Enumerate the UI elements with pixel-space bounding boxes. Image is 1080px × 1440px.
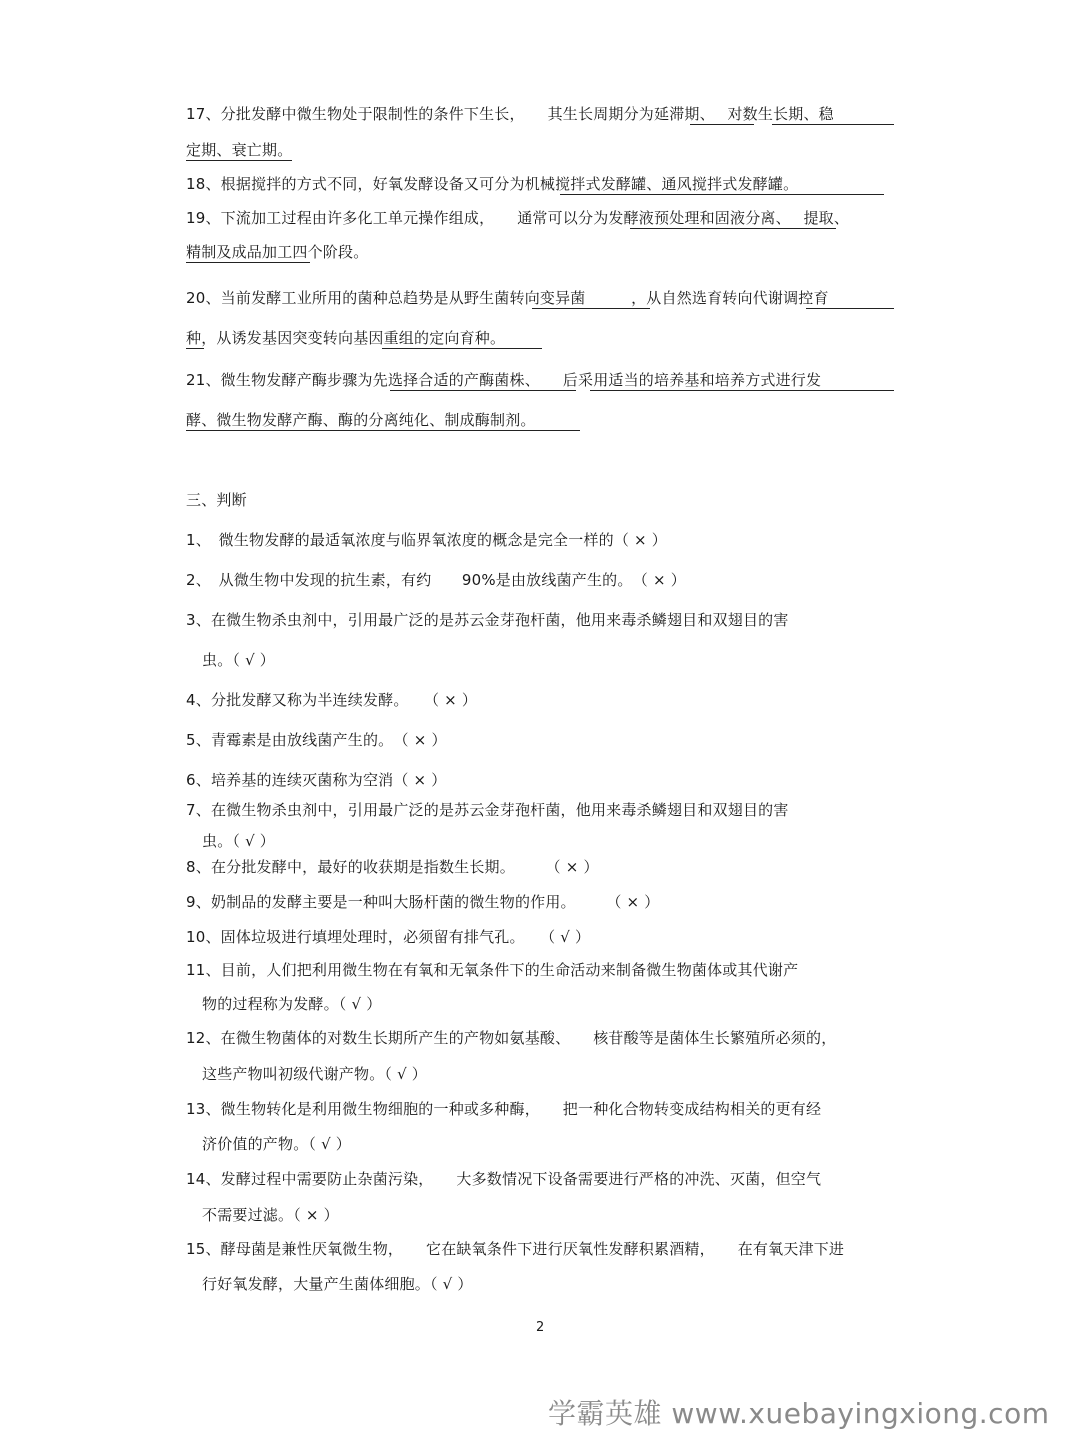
question-line: 虫。（ √ ）: [202, 651, 275, 669]
answer-underline: [186, 430, 580, 431]
question-line: 17、分批发酵中微生物处于限制性的条件下生长， 其生长周期分为延滞期、 对数生长期、稳: [186, 105, 834, 123]
question-line: 不需要过滤。（ × ）: [202, 1206, 339, 1224]
question-line: 15、酵母菌是兼性厌氧微生物， 它在缺氧条件下进行厌氧性发酵积累酒精， 在有氧天津下进: [186, 1240, 845, 1258]
answer-underline: [772, 124, 894, 125]
question-line: 20、当前发酵工业所用的菌种总趋势是从野生菌转向变异菌 ，从自然选育转向代谢调控育: [186, 289, 829, 307]
judge-item-5: 5、青霉素是由放线菌产生的。 （ × ）: [186, 731, 447, 749]
question-line: 酵、微生物发酵产酶、酶的分离纯化、制成酶制剂。: [186, 411, 536, 429]
answer-underline: [186, 262, 310, 263]
answer-underline: [186, 348, 204, 349]
watermark: 学霸英雄 www.xuebayingxiong.com: [548, 1397, 1050, 1430]
question-line: 13、微生物转化是利用微生物细胞的一种或多种酶， 把一种化合物转变成结构相关的更有经: [186, 1100, 822, 1118]
question-line: 12、在微生物菌体的对数生长期所产生的产物如氨基酸、 核苷酸等是菌体生长繁殖所必须的，: [186, 1029, 837, 1047]
answer-underline: [590, 390, 894, 391]
answer-underline: [690, 124, 754, 125]
question-line: 物的过程称为发酵。（ √ ）: [202, 995, 382, 1013]
judge-item-4: 4、分批发酵又称为半连续发酵。 （ × ）: [186, 691, 478, 709]
judge-item-10: 10、固体垃圾进行填埋处理时，必须留有排气孔。 （ √ ）: [186, 928, 591, 946]
judge-item-2: 2、 从微生物中发现的抗生素，有约 90%是由放线菌产生的。 （ × ）: [186, 571, 686, 589]
question-line: 种，从诱发基因突变转向基因重组的定向育种。: [186, 329, 506, 347]
judge-item-9: 9、奶制品的发酵主要是一种叫大肠杆菌的微生物的作用。 （ × ）: [186, 893, 660, 911]
question-line: 济价值的产物。（ √ ）: [202, 1135, 351, 1153]
page-number: 2: [536, 1320, 545, 1335]
question-line: 18、根据搅拌的方式不同，好氧发酵设备又可分为机械搅拌式发酵罐、通风搅拌式发酵罐。: [186, 175, 799, 193]
answer-underline: [560, 194, 884, 195]
question-line: 精制及成品加工四个阶段。: [186, 243, 369, 261]
question-line: 21、微生物发酵产酶步骤为先选择合适的产酶菌株、 后采用适当的培养基和培养方式进行发: [186, 371, 822, 389]
answer-underline: [630, 228, 836, 229]
answer-underline: [806, 308, 894, 309]
question-line: 虫。（ √ ）: [202, 832, 275, 850]
question-line: 3、在微生物杀虫剂中，引用最广泛的是苏云金芽孢杆菌，他用来毒杀鳞翅目和双翅目的害: [186, 611, 789, 629]
question-line: 19、下流加工过程由许多化工单元操作组成， 通常可以分为发酵液预处理和固液分离、 提取、: [186, 209, 850, 227]
question-line: 定期、衰亡期。: [186, 141, 293, 159]
answer-underline: [186, 160, 292, 161]
question-line: 14、发酵过程中需要防止杂菌污染， 大多数情况下设备需要进行严格的冲洗、灭菌，但空气: [186, 1170, 822, 1188]
answer-underline: [382, 348, 542, 349]
answer-underline: [532, 308, 650, 309]
judge-item-8: 8、在分批发酵中，最好的收获期是指数生长期。 （ × ）: [186, 858, 599, 876]
judge-item-6: 6、培养基的连续灭菌称为空消（ × ）: [186, 771, 447, 789]
question-line: 行好氧发酵，大量产生菌体细胞。（ √ ）: [202, 1275, 473, 1293]
answer-underline: [390, 390, 576, 391]
question-line: 11、目前，人们把利用微生物在有氧和无氧条件下的生命活动来制备微生物菌体或其代谢产: [186, 961, 799, 979]
section-title: 三、判断: [186, 491, 247, 509]
judge-item-1: 1、 微生物发酵的最适氧浓度与临界氧浓度的概念是完全一样的（ × ）: [186, 531, 667, 549]
question-line: 7、在微生物杀虫剂中，引用最广泛的是苏云金芽孢杆菌，他用来毒杀鳞翅目和双翅目的害: [186, 801, 789, 819]
question-line: 这些产物叫初级代谢产物。（ √ ）: [202, 1065, 427, 1083]
